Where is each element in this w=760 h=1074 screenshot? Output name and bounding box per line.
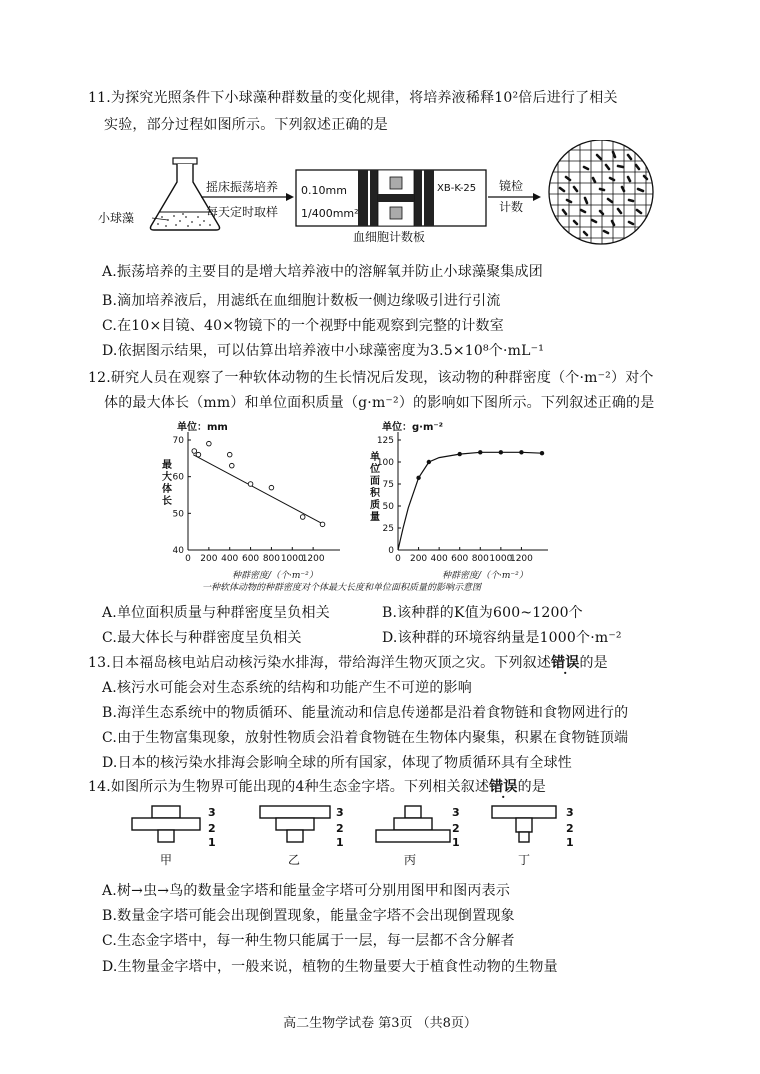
q14-option-c: C.生态金字塔中，每一种生物只能属于一层，每一层都不含分解者 xyxy=(102,933,515,949)
data-point xyxy=(499,450,503,454)
chamber-depth: 0.10mm xyxy=(301,184,347,197)
chart2-ylabel-char: 位 xyxy=(370,464,380,475)
pyramid-bing xyxy=(376,806,460,867)
chart1-xlabel: 种群密度/（个·m⁻²） xyxy=(232,571,318,581)
pyramid-level: 1 xyxy=(336,836,344,849)
microscope-field-icon xyxy=(549,140,653,250)
pyramid-name: 丙 xyxy=(404,853,417,867)
data-point xyxy=(478,450,482,454)
x-tick-label: 0 xyxy=(185,554,191,564)
conical-flask-icon xyxy=(150,158,219,230)
pyramid-name: 甲 xyxy=(160,853,173,867)
q11-option-b: B.滴加培养液后，用滤纸在血细胞计数板一侧边缘吸引进行引流 xyxy=(102,293,501,309)
chamber-area: 1/400mm² xyxy=(301,207,359,220)
hemocytometer-caption: 血细胞计数板 xyxy=(353,230,426,244)
q11-option-a: A.振荡培养的主要目的是增大培养液中的溶解氧并防止小球藻聚集成团 xyxy=(102,264,543,280)
q13-stem xyxy=(88,654,608,672)
pyramid-level: 3 xyxy=(452,806,460,819)
q14-option-b: B.数量金字塔可能会出现倒置现象，能量金字塔不会出现倒置现象 xyxy=(102,908,515,924)
x-tick-label: 200 xyxy=(409,554,428,564)
pyramid-jia xyxy=(132,806,216,867)
q13-stem-pre: 13.日本福岛核电站启动核污染水排海，带给海洋生物灭顶之灾。下列叙述 xyxy=(88,655,552,671)
y-tick-label: 40 xyxy=(172,546,184,556)
chart2-ylabel-char: 面 xyxy=(370,476,380,487)
pyramid-level: 2 xyxy=(452,822,460,835)
y-tick-label: 70 xyxy=(172,436,184,446)
chart1-ylabel-char: 长 xyxy=(162,496,172,507)
data-point xyxy=(427,460,431,464)
chart2-ylabel-char: 积 xyxy=(370,488,380,499)
data-point xyxy=(227,452,232,457)
data-point xyxy=(320,522,325,527)
q11-option-c: C.在10×目镜、40×物镜下的一个视野中能观察到完整的计数室 xyxy=(102,318,504,334)
pyramid-level: 2 xyxy=(208,822,216,835)
q11-stem-line2: 实验，部分过程如图所示。下列叙述正确的是 xyxy=(104,117,388,133)
x-tick-label: 1200 xyxy=(301,554,325,564)
chart1-ylabel xyxy=(162,458,172,507)
q13-option-b: B.海洋生态系统中的物质循环、能量流动和信息传递都是沿着食物链和食物网进行的 xyxy=(102,705,629,721)
chart2-ylabel-char: 量 xyxy=(370,512,380,523)
data-point xyxy=(458,452,462,456)
q11-stem-line1: 11.为探究光照条件下小球藻种群数量的变化规律，将培养液稀释10²倍后进行了相关 xyxy=(88,90,618,106)
chart2-ylabel-char: 质 xyxy=(370,500,380,511)
chart1-unit-label: 单位：mm xyxy=(177,422,228,433)
x-tick-label: 800 xyxy=(471,554,489,564)
q12-stem-line2: 体的最大体长（mm）和单位面积质量（g·m⁻²）的影响如下图所示。下列叙述正确的是 xyxy=(104,395,655,411)
x-tick-label: 1200 xyxy=(509,554,533,564)
chart1-ylabel-char: 最 xyxy=(162,460,172,471)
pyramid-level: 2 xyxy=(566,822,574,835)
pyramid-level: 1 xyxy=(452,836,460,849)
data-point xyxy=(207,441,212,446)
q11-figure xyxy=(88,140,688,260)
q12-figure-caption: 一种软体动物的种群密度对个体最大长度和单位面积质量的影响示意图 xyxy=(202,583,482,593)
q14-stem xyxy=(88,778,546,796)
q12-stem-line1: 12.研究人员在观察了一种软体动物的生长情况后发现，该动物的种群密度（个·m⁻²）对个 xyxy=(88,370,654,386)
y-tick-label: 50 xyxy=(172,509,184,520)
y-tick-label: 50 xyxy=(382,502,394,512)
data-point xyxy=(540,451,544,455)
y-tick-label: 125 xyxy=(376,436,394,446)
pyramid-level: 1 xyxy=(566,836,574,849)
q12-option-c: C.最大体长与种群密度呈负相关 xyxy=(102,630,302,646)
q14-stem-pre: 14.如图所示为生物界可能出现的4种生态金字塔。下列相关叙述 xyxy=(88,779,490,795)
x-tick-label: 0 xyxy=(395,554,401,564)
q13-option-a: A.核污水可能会对生态系统的结构和功能产生不可逆的影响 xyxy=(102,680,472,696)
data-point xyxy=(196,452,201,457)
series-curve xyxy=(398,452,542,550)
x-tick-label: 400 xyxy=(221,554,239,564)
q13-option-d: D.日本的核污染水排海会影响全球的所有国家，体现了物质循环具有全球性 xyxy=(102,755,572,771)
trend-line xyxy=(193,455,323,525)
pyramid-yi xyxy=(260,806,344,867)
q14-option-d: D.生物量金字塔中，一般来说，植物的生物量要大于植食性动物的生物量 xyxy=(102,959,558,975)
organism-label: 小球藻 xyxy=(98,211,135,225)
chart2-xlabel: 种群密度/（个·m⁻²） xyxy=(442,571,528,581)
q11-option-d: D.依据图示结果，可以估算出培养液中小球藻密度为3.5×10⁸个·mL⁻¹ xyxy=(102,343,545,359)
data-point xyxy=(519,450,523,454)
data-point xyxy=(248,482,253,487)
pyramid-level: 3 xyxy=(566,806,574,819)
microscope-count-label-2: 计数 xyxy=(499,200,524,214)
x-tick-label: 400 xyxy=(430,554,448,564)
chart2-ylabel-char: 单 xyxy=(370,452,380,463)
chart2-unit-label: 单位：g·m⁻² xyxy=(382,422,444,433)
chart1-ylabel-char: 体 xyxy=(162,484,172,495)
y-tick-label: 100 xyxy=(376,458,394,468)
pyramid-ding xyxy=(492,806,574,867)
x-tick-label: 600 xyxy=(241,554,260,564)
data-point xyxy=(269,485,274,490)
y-tick-label: 60 xyxy=(172,472,184,483)
q12-option-b: B.该种群的K值为600~1200个 xyxy=(382,605,583,621)
shake-culture-label: 摇床振荡培养 xyxy=(206,180,279,194)
q13-option-c: C.由于生物富集现象，放射性物质会沿着食物链在生物体内聚集，积累在食物链顶端 xyxy=(102,730,629,746)
pyramid-name: 乙 xyxy=(288,853,301,867)
microscope-count-label-1: 镜检 xyxy=(499,179,524,193)
chart1-plot xyxy=(173,432,340,564)
q12-option-d: D.该种群的环境容纳量是1000个·m⁻² xyxy=(382,630,622,646)
pyramid-level: 3 xyxy=(336,806,344,819)
x-tick-label: 800 xyxy=(262,554,281,564)
data-point xyxy=(416,476,420,480)
daily-sampling-label: 每天定时取样 xyxy=(206,205,279,219)
chart2-plot xyxy=(377,432,548,564)
q12-charts xyxy=(150,418,560,598)
pyramid-level: 2 xyxy=(336,822,344,835)
q13-stem-emphasis: 错误 xyxy=(551,655,580,671)
q14-stem-post: 的是 xyxy=(517,779,546,795)
q14-option-a: A.树→虫→鸟的数量金字塔和能量金字塔可分别用图甲和图丙表示 xyxy=(102,883,511,899)
q14-pyramids xyxy=(120,800,600,872)
x-tick-label: 600 xyxy=(451,554,469,564)
y-tick-label: 75 xyxy=(382,480,394,490)
pyramid-level: 3 xyxy=(208,806,216,819)
x-tick-label: 1000 xyxy=(280,554,304,564)
page-footer: 高二生物学试卷 第3页 （共8页） xyxy=(283,1016,477,1031)
pyramid-name: 丁 xyxy=(518,853,531,867)
x-tick-label: 200 xyxy=(200,554,218,564)
chart1-ylabel-char: 大 xyxy=(162,472,172,483)
data-point xyxy=(300,515,305,520)
y-tick-label: 25 xyxy=(382,524,394,534)
q14-stem-emphasis: 错误 xyxy=(489,779,518,795)
pyramid-level: 1 xyxy=(208,836,216,849)
q12-option-a: A.单位面积质量与种群密度呈负相关 xyxy=(102,605,330,621)
y-tick-label: 0 xyxy=(388,546,394,556)
data-point xyxy=(192,449,197,454)
x-tick-label: 1000 xyxy=(489,554,513,564)
q13-stem-post: 的是 xyxy=(579,655,608,671)
data-point xyxy=(230,463,235,468)
chamber-model: XB-K-25 xyxy=(437,183,477,194)
